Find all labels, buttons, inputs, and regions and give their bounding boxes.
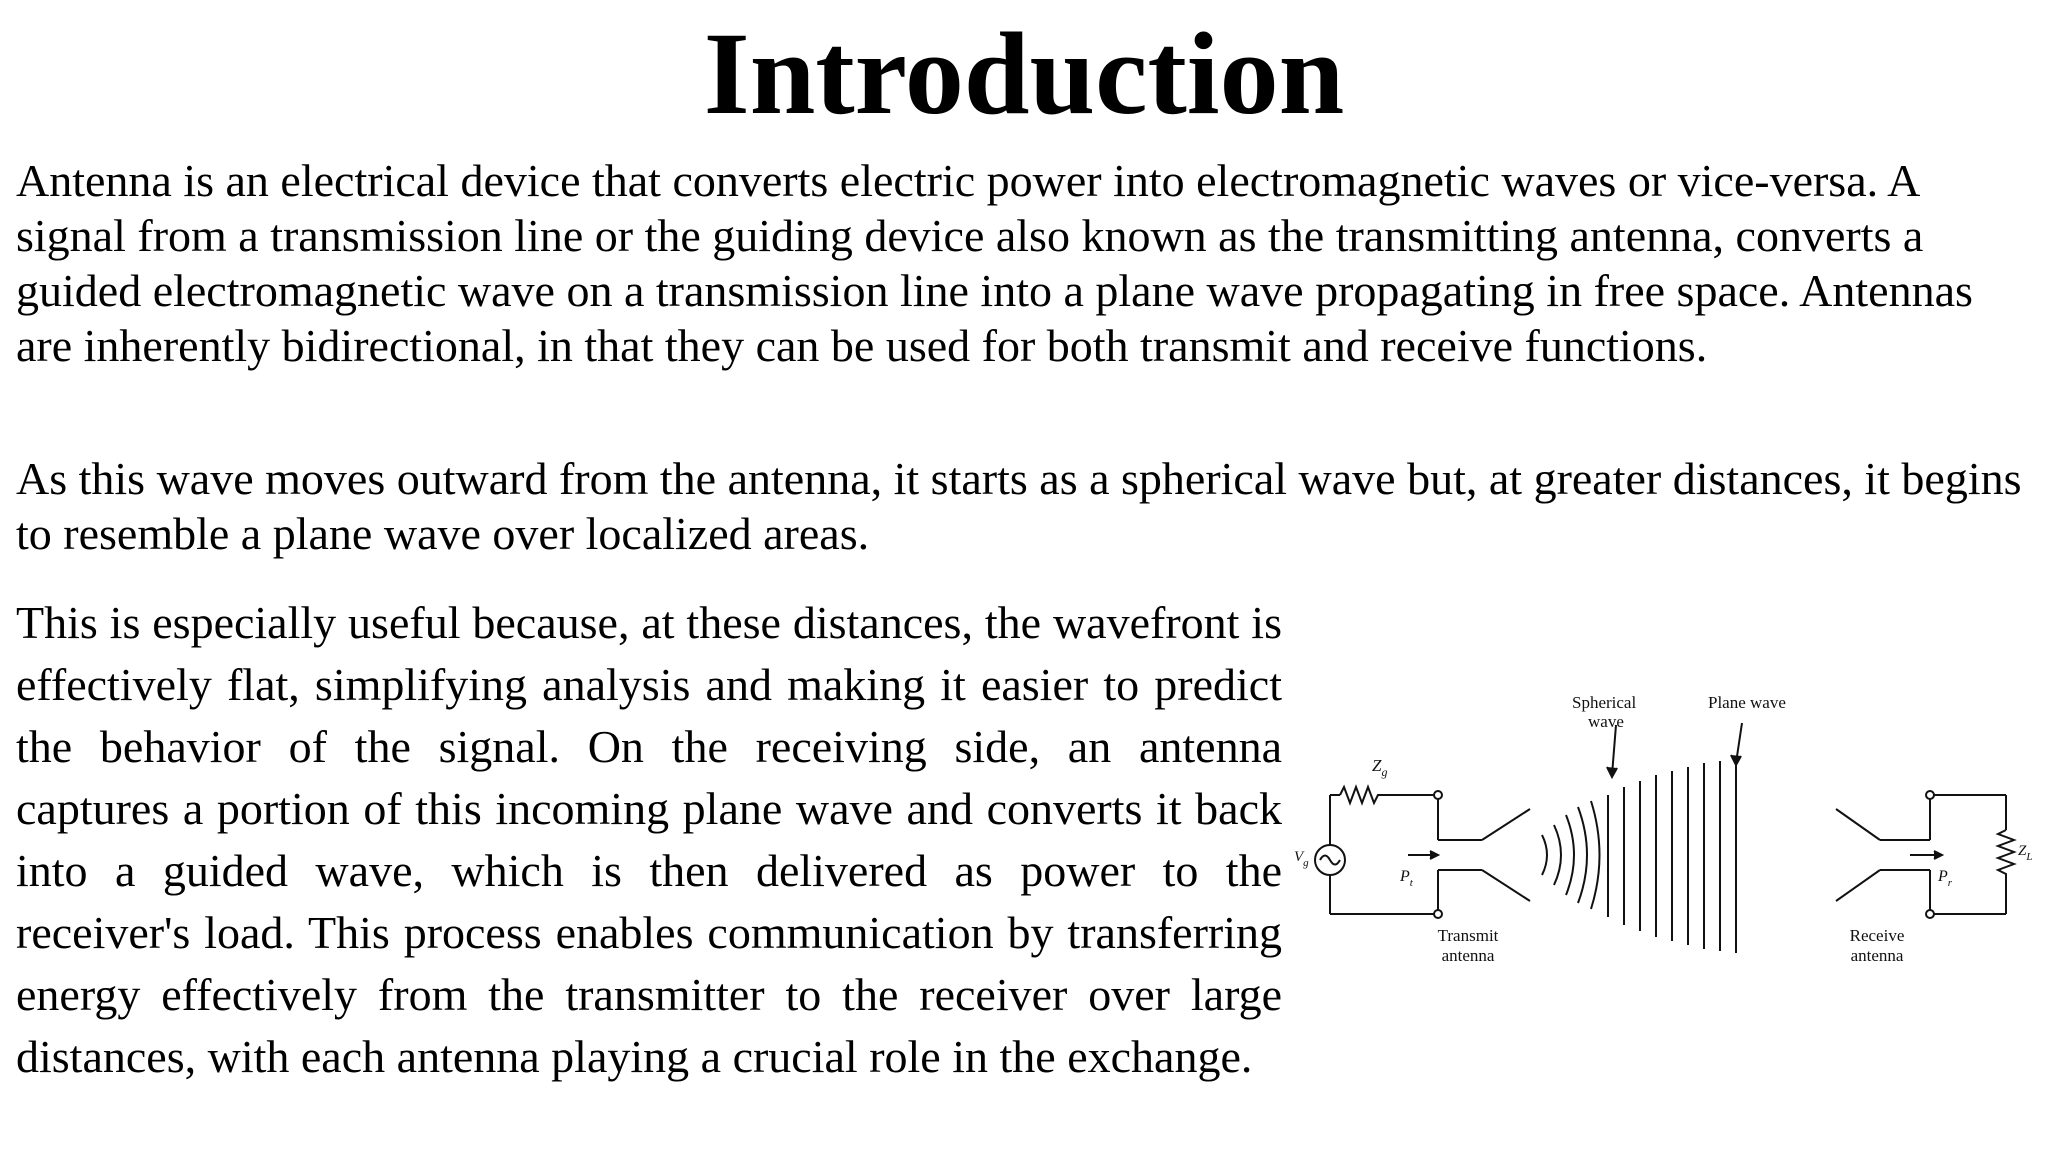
resistor-zg-icon: [1340, 787, 1438, 803]
transmitter-circuit: [1315, 787, 1482, 918]
plane-wave-label: Plane wave: [1708, 693, 1786, 712]
receive-antenna-label-line1: Receive: [1849, 926, 1905, 945]
receive-antenna-label-line2: antenna: [1850, 946, 1904, 965]
spherical-wavefronts: [1542, 801, 1600, 909]
pt-label: $P_t$: [1400, 868, 1413, 889]
intro-paragraph-1: Antenna is an electrical device that converts electric power into electromagnetic waves or vice-versa. A signal from a transmission line or the guiding device also known as the transmitting antenna, converts a guided electromagnetic wave on a transmission line into a plane wave propagating in free space. Antennas are inherently bidirectional, in that they can be used for both transmit and receive functions.: [16, 155, 1973, 371]
plane-wavefronts: [1608, 759, 1736, 953]
zl-label: $Z_L$: [2018, 843, 2033, 863]
pr-label: $P_r$: [1938, 868, 1953, 889]
intro-paragraph-2: As this wave moves outward from the antenna, it starts as a spherical wave but, at greater distances, it begins to resemble a plane wave over localized areas.: [16, 453, 2022, 559]
spherical-wave-label-line2: wave: [1588, 712, 1624, 731]
vg-label: $V_g$: [1294, 849, 1309, 869]
receiver-circuit: [1880, 791, 2014, 918]
intro-paragraph-3: This is especially useful because, at these distances, the wavefront is effectively flat, simplifying analysis and making it easier to predict the behavior of the signal. On the receiving side, an antenna captures a portion of this incoming plane wave and converts it back into a guided wave, which is then delivered as power to the receiver's load. This process enables communication by transferring energy effectively from the transmitter to the receiver over large distances, with each antenna playing a crucial role in the exchange.: [16, 597, 1282, 1082]
antenna-transmission-diagram: [1290, 685, 2044, 985]
spherical-wave-label-line1: Spherical: [1572, 693, 1637, 712]
receive-horn-antenna: [1836, 809, 1880, 901]
transmit-antenna-label-line1: Transmit: [1437, 926, 1499, 945]
page-title: Introduction: [703, 8, 1345, 139]
zg-label: $Z_g$: [1372, 756, 1388, 779]
transmit-antenna-label-line2: antenna: [1441, 946, 1495, 965]
load-resistor-zl-icon: [1998, 830, 2014, 914]
transmit-horn-antenna: [1482, 809, 1530, 901]
